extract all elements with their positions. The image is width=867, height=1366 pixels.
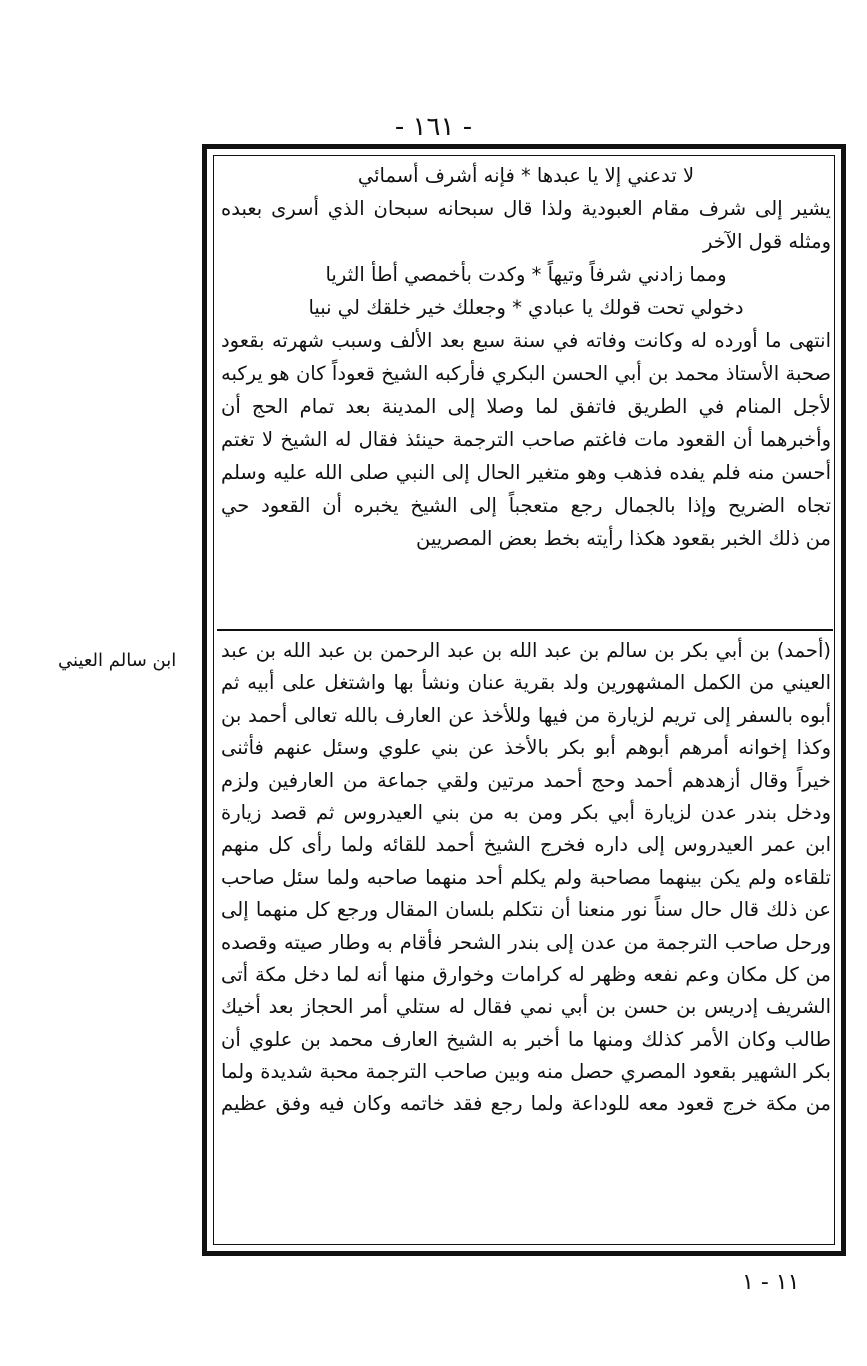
text-line: ابن عمر العيدروس إلى داره فخرج الشيخ أحمد للقائه ولما رأى كل منهم [221, 833, 831, 857]
verse-line: دخولي تحت قولك يا عبادي * وجعلك خير خلقك لي نبيا [308, 296, 744, 319]
text-line: خيراً وقال أزهدهم أحمد وحج أحمد مرتين ولقي جماعة من العارفين ولزم [221, 768, 831, 792]
text-line: (أحمد) بن أبي بكر بن سالم بن عبد الله بن عبد الرحمن بن عبد الله بن عبد [221, 639, 831, 662]
text-line: ودخل بندر عدن لزيارة أبي بكر ومن به من بني العيدروس ثم قصد زيارة [221, 800, 831, 824]
text-line: من كل مكان وعم نفعه وظهر له كرامات وخوارق منها أنه لما دخل مكة أتى [221, 962, 831, 986]
text-line: تلقاءه ولم يكن بينهما مصاحبة ولم يكلم أحد منهما صاحبه ولما سئل صاحب [221, 865, 831, 889]
text-line: بكر الشهير بقعود المصري حصل منه وبين صاحب الترجمة محبة شديدة ولما [221, 1060, 831, 1084]
text-block-top [221, 159, 831, 555]
text-line: لأجل المنام في الطريق فاتفق لما وصلا إلى المدينة بعد تمام الحج أن [221, 395, 831, 418]
text-line: صحبة الأستاذ محمد بن أبي الحسن البكري فأركبه الشيخ قعوداً كان هو يركبه [221, 362, 831, 385]
text-line: العيني من الكمل المشهورين ولد بقرية عنان ونشأ بها واشتغل على أبيه ثم [221, 671, 831, 695]
page-number: - ١٦١ - [394, 112, 473, 142]
text-line: من مكة خرج قعود معه للوداعة ولما رجع فقد خاتمه وكان فيه وفق عظيم [221, 1092, 831, 1116]
text-line: طالب وكان الأمر كذلك ومنها ما أخبر به الشيخ العارف محمد بن علوي أن [221, 1027, 831, 1051]
text-line: وكذا إخوانه أمرهم أبوهم أبو بكر بالأخذ عن بني علوي وسئل عنهم فأثنى [221, 736, 831, 760]
text-line: عن ذلك قال حال سناً نور منعنا أن نتكلم بلسان المقال ورجع كل منهما إلى [221, 898, 831, 922]
page-frame [202, 144, 846, 1256]
text-line: من ذلك الخبر بقعود هكذا رأيته بخط بعض المصريين [416, 527, 831, 550]
text-line: الشريف إدريس بن حسن بن أبي نمي فقال له ستلي أمر الحجاز بعد أخيك [221, 995, 831, 1019]
margin-note: ابن سالم العيني [58, 650, 177, 671]
text-line: أبوه بالسفر إلى تريم لزيارة من فيها وللأخذ عن العارف بالله تعالى أحمد بن [221, 703, 831, 727]
text-line: يشير إلى شرف مقام العبودية ولذا قال سبحانه سبحان الذي أسرى بعبده [221, 197, 831, 220]
text-line: تجاه الضريح وإذا بالجمال رجع متعجباً إلى الشيخ يخبره أن القعود حي [221, 494, 831, 517]
text-line: ومثله قول الآخر [703, 230, 831, 253]
text-line: ورحل صاحب الترجمة من عدن إلى بندر الشحر فأقام به وطار صيته وقصده [221, 930, 831, 954]
text-line: انتهى ما أورده له وكانت وفاته في سنة سبع بعد الألف وسبب شهرته بقعود [221, 329, 831, 352]
text-line: أحسن منه فلم يفده فذهب وهو متغير الحال إلى النبي صلى الله عليه وسلم [221, 461, 831, 484]
text-block-bottom [221, 635, 831, 1121]
footer-signature: ١١ - ١ [742, 1270, 800, 1295]
text-line: وأخبرهما أن القعود مات فاغتم صاحب الترجمة حينئذ فقال له الشيخ لا تغتم [221, 428, 831, 451]
verse-line: ومما زادني شرفاً وتيهاً * وكدت بأخمصي أطأ الثريا [325, 263, 727, 286]
verse-line: لا تدعني إلا يا عبدها * فإنه أشرف أسمائي [357, 164, 695, 187]
section-divider [217, 629, 833, 631]
